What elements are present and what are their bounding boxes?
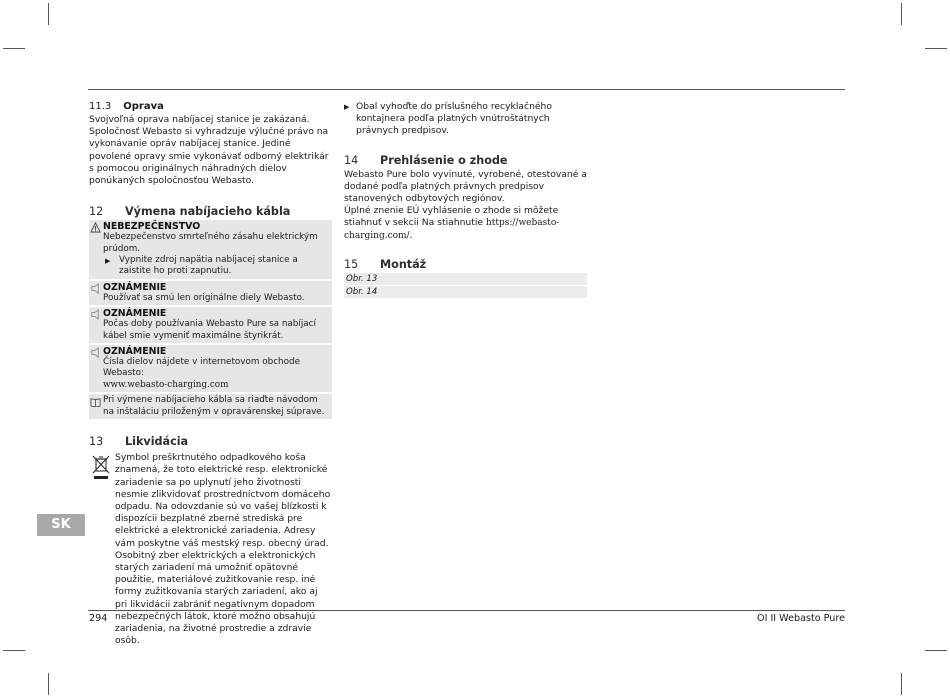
disposal-block — [89, 452, 332, 647]
crop-mark — [3, 650, 25, 651]
danger-label: NEBEZPEČENSTVO — [103, 221, 201, 233]
danger-text: Nebezpečenstvo smrteľného zásahu elektrickým prúdom. — [103, 232, 318, 254]
crop-mark — [925, 48, 947, 49]
document-title: OI II Webasto Pure — [757, 613, 845, 624]
left-column — [89, 101, 332, 647]
danger-step — [103, 255, 329, 278]
section-number: 12 — [89, 205, 104, 219]
notice-text: Používať sa smú len originálne diely Webasto. — [103, 292, 305, 303]
section-number: 13 — [89, 435, 104, 449]
crop-mark — [48, 673, 49, 695]
notice-box — [89, 281, 332, 305]
manual-book-icon — [90, 396, 101, 407]
section-title: Oprava — [123, 101, 164, 112]
info-box — [89, 394, 332, 419]
notice-icon — [90, 283, 101, 294]
section-title: Montáž — [380, 257, 427, 271]
crop-mark — [48, 3, 49, 25]
section-11-3-heading — [89, 101, 332, 112]
warning-triangle-icon — [90, 222, 101, 233]
notice-text: Čísla dielov nájdete v internetovom obchode Webasto: — [103, 357, 301, 379]
section-number: 11.3 — [89, 101, 112, 112]
section-14-heading — [344, 154, 587, 167]
crop-mark — [901, 673, 902, 695]
section-number: 14 — [344, 153, 359, 167]
language-tab: SK — [37, 514, 85, 536]
danger-step-text: Vypnite zdroj napätia nabíjacej stanice a zaistite ho proti zapnutiu. — [119, 255, 298, 277]
info-text: Pri výmene nabíjacieho kábla sa riaďte návodom na inštaláciu priloženým v opravárenskej súprave. — [103, 395, 325, 417]
notice-label: OZNÁMENIE — [103, 281, 167, 293]
section-title: Prehlásenie o zhode — [380, 153, 508, 167]
notice-text: Počas doby používania Webasto Pure sa nabíjací kábel smie vymeniť maximálne štyrikrát. — [103, 319, 316, 341]
crossed-out-bin-icon — [91, 454, 111, 480]
download-link[interactable]: https://webasto-charging.com/. — [344, 218, 560, 241]
section-13-body: Symbol preškrtnutého odpadkového koša znamená, že toto elektrické resp. elektronické zariadenie sa po uplynutí jeho životnosti nesmie zlikvidovať prostredníctvom domáceho odpadu. Na odovzdanie sú vo vašej blízkosti k dispozícii bezplatné zberné strediská pre elektrické a elektronické zariadenia. Adresy vám poskytne váš mestský resp. obecný úrad. Osobitný zber elektrických a elektronických starých zariadení má umožniť opätovné použitie, materiálové zužitkovanie resp. iné formy zužitkovania starých zariadení, ako aj pri likvidácii zabrániť negatívnym dopadom nebezpečných látok, ktoré možno obsahujú zariadenia, na životné prostredie a zdravie osôb. — [115, 452, 331, 647]
figure-reference: Obr. 14 — [344, 286, 587, 298]
notice-icon — [90, 309, 101, 320]
section-13 — [89, 435, 332, 647]
section-title: Likvidácia — [125, 435, 189, 449]
notice-label: OZNÁMENIE — [103, 346, 167, 358]
page-number: 294 — [89, 613, 108, 624]
crop-mark — [925, 650, 947, 651]
section-11-3-body: Svojvoľná oprava nabíjacej stanice je zakázaná. Spoločnosť Webasto si vyhradzuje výlučné právo na vykonávanie opráv nabíjacej stanice. Jediné povolené opravy smie vykonávať odborný elektrikár s pomocou originálnych náhradných dielov ponúkaných spoločnosťou Webasto. — [89, 114, 329, 187]
section-title: Výmena nabíjacieho kábla — [125, 205, 291, 219]
notice-label: OZNÁMENIE — [103, 308, 167, 320]
step-arrow-icon: ▶ — [344, 103, 350, 111]
section-12 — [89, 205, 332, 419]
figure-reference: Obr. 13 — [344, 273, 587, 285]
notice-box — [89, 345, 332, 392]
crop-mark — [901, 3, 902, 25]
section-14 — [344, 154, 587, 242]
section-11-3 — [89, 101, 332, 187]
download-text: Úplné znenie EÚ vyhlásenie o zhode si môžete stiahnuť v sekcii Na stiahnutie — [344, 205, 559, 229]
header-rule — [88, 89, 845, 90]
section-14-download — [344, 205, 587, 242]
section-13-heading — [89, 435, 332, 448]
recycle-step-text: Obal vyhoďte do príslušného recyklačného kontajnera podľa platných vnútroštátnych právnych predpisov. — [356, 101, 553, 137]
section-15-heading — [344, 258, 587, 271]
crop-mark — [3, 48, 25, 49]
section-12-heading — [89, 205, 332, 218]
right-column — [344, 101, 587, 299]
notice-box — [89, 307, 332, 343]
shop-link[interactable]: www.webasto-charging.com — [103, 379, 229, 390]
notice-icon — [90, 347, 101, 358]
section-14-body: Webasto Pure bolo vyvinuté, vyrobené, otestované a dodané podľa platných právnych predpisov stanovených odbytových regiónov. — [344, 168, 587, 205]
danger-box — [89, 220, 332, 279]
recycle-step — [344, 101, 587, 138]
step-arrow-icon: ▶ — [105, 257, 111, 266]
section-number: 15 — [344, 257, 359, 271]
section-15 — [344, 258, 587, 298]
